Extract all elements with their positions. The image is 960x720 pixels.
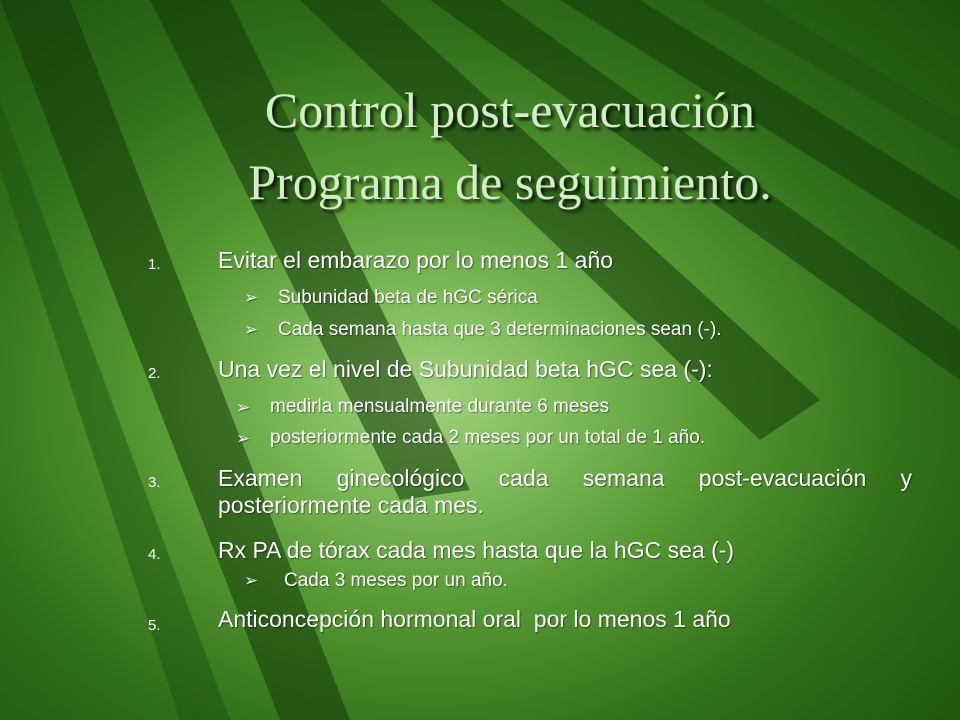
list-item-text: Una vez el nivel de Subunidad beta hGC sea (-): [218,356,713,382]
sub-item-text: Cada 3 meses por un año. [284,570,508,591]
list-item-text: Evitar el embarazo por lo menos 1 año [218,247,614,273]
sub-item-text: Cada semana hasta que 3 determinaciones sean (-). [278,319,722,340]
list-item-text: Examen ginecológico cada semana post-evacuación y posteriormente cada mes. [218,465,912,518]
arrowhead-bullet-icon: ➢ [236,429,251,449]
arrowhead-bullet-icon: ➢ [244,320,259,340]
slide-title-line-1: Control post-evacuación [264,82,756,138]
item-number: 1. [148,256,161,273]
list-item-text: Rx PA de tórax cada mes hasta que la hGC sea (-) [218,537,735,563]
item-number: 5. [148,617,161,634]
item-number: 4. [148,546,161,563]
arrowhead-bullet-icon: ➢ [244,288,259,308]
arrowhead-bullet-icon: ➢ [236,398,251,418]
sub-item-text: medirla mensualmente durante 6 meses [270,396,610,417]
item-number: 2. [148,365,161,382]
sub-item-text: Subunidad beta de hGC sérica [278,287,538,308]
arrowhead-bullet-icon: ➢ [244,571,259,591]
item-number: 3. [148,474,161,491]
sub-item-text: posteriormente cada 2 meses por un total de 1 año. [270,427,706,448]
list-item-text: Anticoncepción hormonal oral por lo menos 1 año [218,606,731,632]
slide-title-line-2: Programa de seguimiento. [248,154,772,210]
